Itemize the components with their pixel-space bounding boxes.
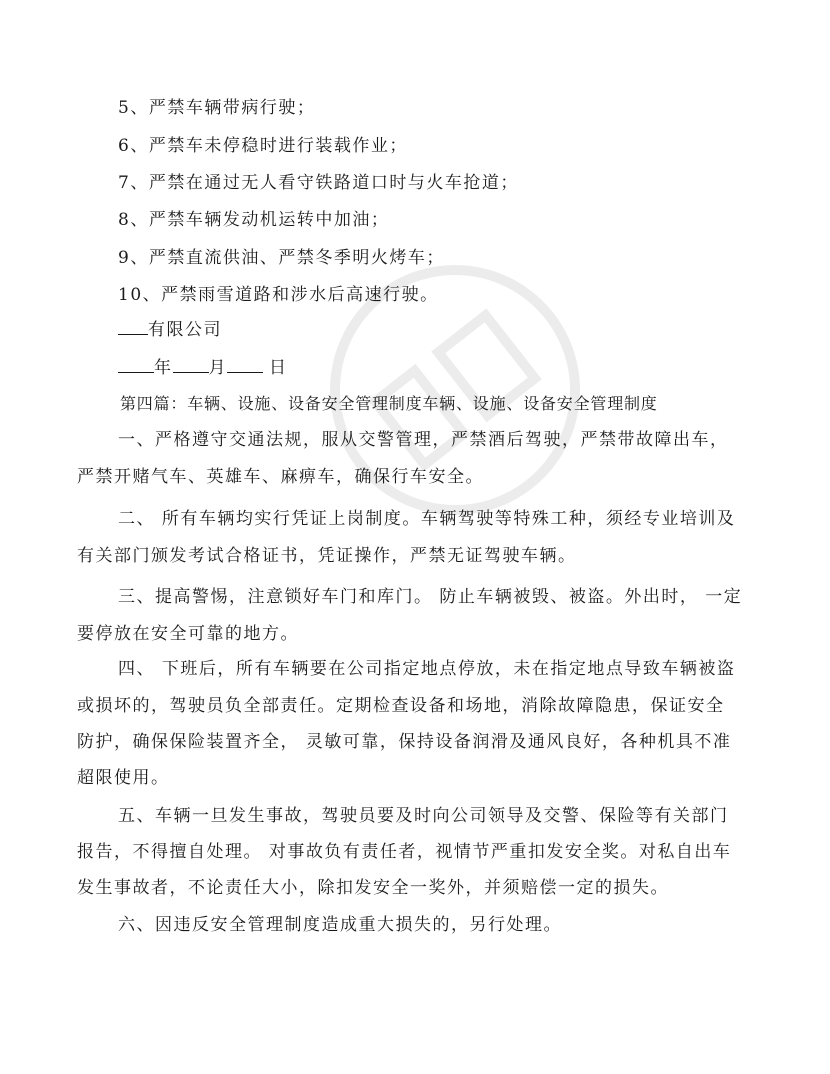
year-label: 年 [154,358,173,378]
list-item-8: 8、严禁车辆发动机运转中加油； [118,210,390,230]
paragraph-5-line-1: 五、车辆一旦发生事故，驾驶员要及时向公司领导及交警、保险等有关部门 [118,806,729,826]
list-item-9: 9、严禁直流供油、严禁冬季明火烤车； [118,248,445,268]
paragraph-1-line-1: 一、严格遵守交通法规，服从交警管理，严禁酒后驾驶，严禁带故障出车， [118,430,729,450]
list-item-10: 10、严禁雨雪道路和涉水后高速行驶。 [118,285,439,305]
paragraph-3-line-2: 要停放在安全可靠的地方。 [77,624,299,644]
paragraph-4-line-3: 防护，确保保险装置齐全， 灵敏可靠，保持设备润滑及通风良好，各种机具不准 [77,732,732,752]
paragraph-4-line-2: 或损坏的，驾驶员负全部责任。定期检查设备和场地，消除故障隐患，保证安全 [77,696,725,716]
company-name-blank [118,319,148,335]
paragraph-5-line-2: 报告，不得擅自处理。 对事故负有责任者，视情节严重扣发安全奖。对私自出车 [77,842,732,862]
date-line [118,357,288,378]
list-item-5: 5、严禁车辆带病行驶； [118,98,316,118]
paragraph-3-line-1: 三、提高警惕，注意锁好车门和库门。 防止车辆被毁、被盗。外出时， 一定 [118,587,743,607]
month-blank [173,357,209,373]
day-blank [227,357,263,373]
year-blank [118,357,154,373]
company-suffix: 有限公司 [148,320,222,340]
paragraph-5-line-3: 发生事故者，不论责任大小，除扣发安全一奖外，并须赔偿一定的损失。 [77,878,669,898]
paragraph-6-line-1: 六、因违反安全管理制度造成重大损失的，另行处理。 [118,915,562,935]
paragraph-2-line-1: 二、 所有车辆均实行凭证上岗制度。车辆驾驶等特殊工种，须经专业培训及 [118,509,736,529]
paragraph-1-line-2: 严禁开赌气车、英雄车、麻痹车，确保行车安全。 [77,467,484,487]
section-title: 第四篇：车辆、设施、设备安全管理制度车辆、设施、设备安全管理制度 [120,394,658,413]
paragraph-2-line-2: 有关部门颁发考试合格证书，凭证操作，严禁无证驾驶车辆。 [77,546,577,566]
list-item-6: 6、严禁车未停稳时进行装载作业； [118,136,408,156]
month-label: 月 [208,358,227,378]
paragraph-4-line-1: 四、 下班后，所有车辆要在公司指定地点停放，未在指定地点导致车辆被盗 [118,659,736,679]
paragraph-4-line-4: 超限使用。 [77,768,170,788]
company-name-line [118,319,222,340]
day-label: 日 [269,358,288,378]
list-item-7: 7、严禁在通过无人看守铁路道口时与火车抢道； [118,173,519,193]
